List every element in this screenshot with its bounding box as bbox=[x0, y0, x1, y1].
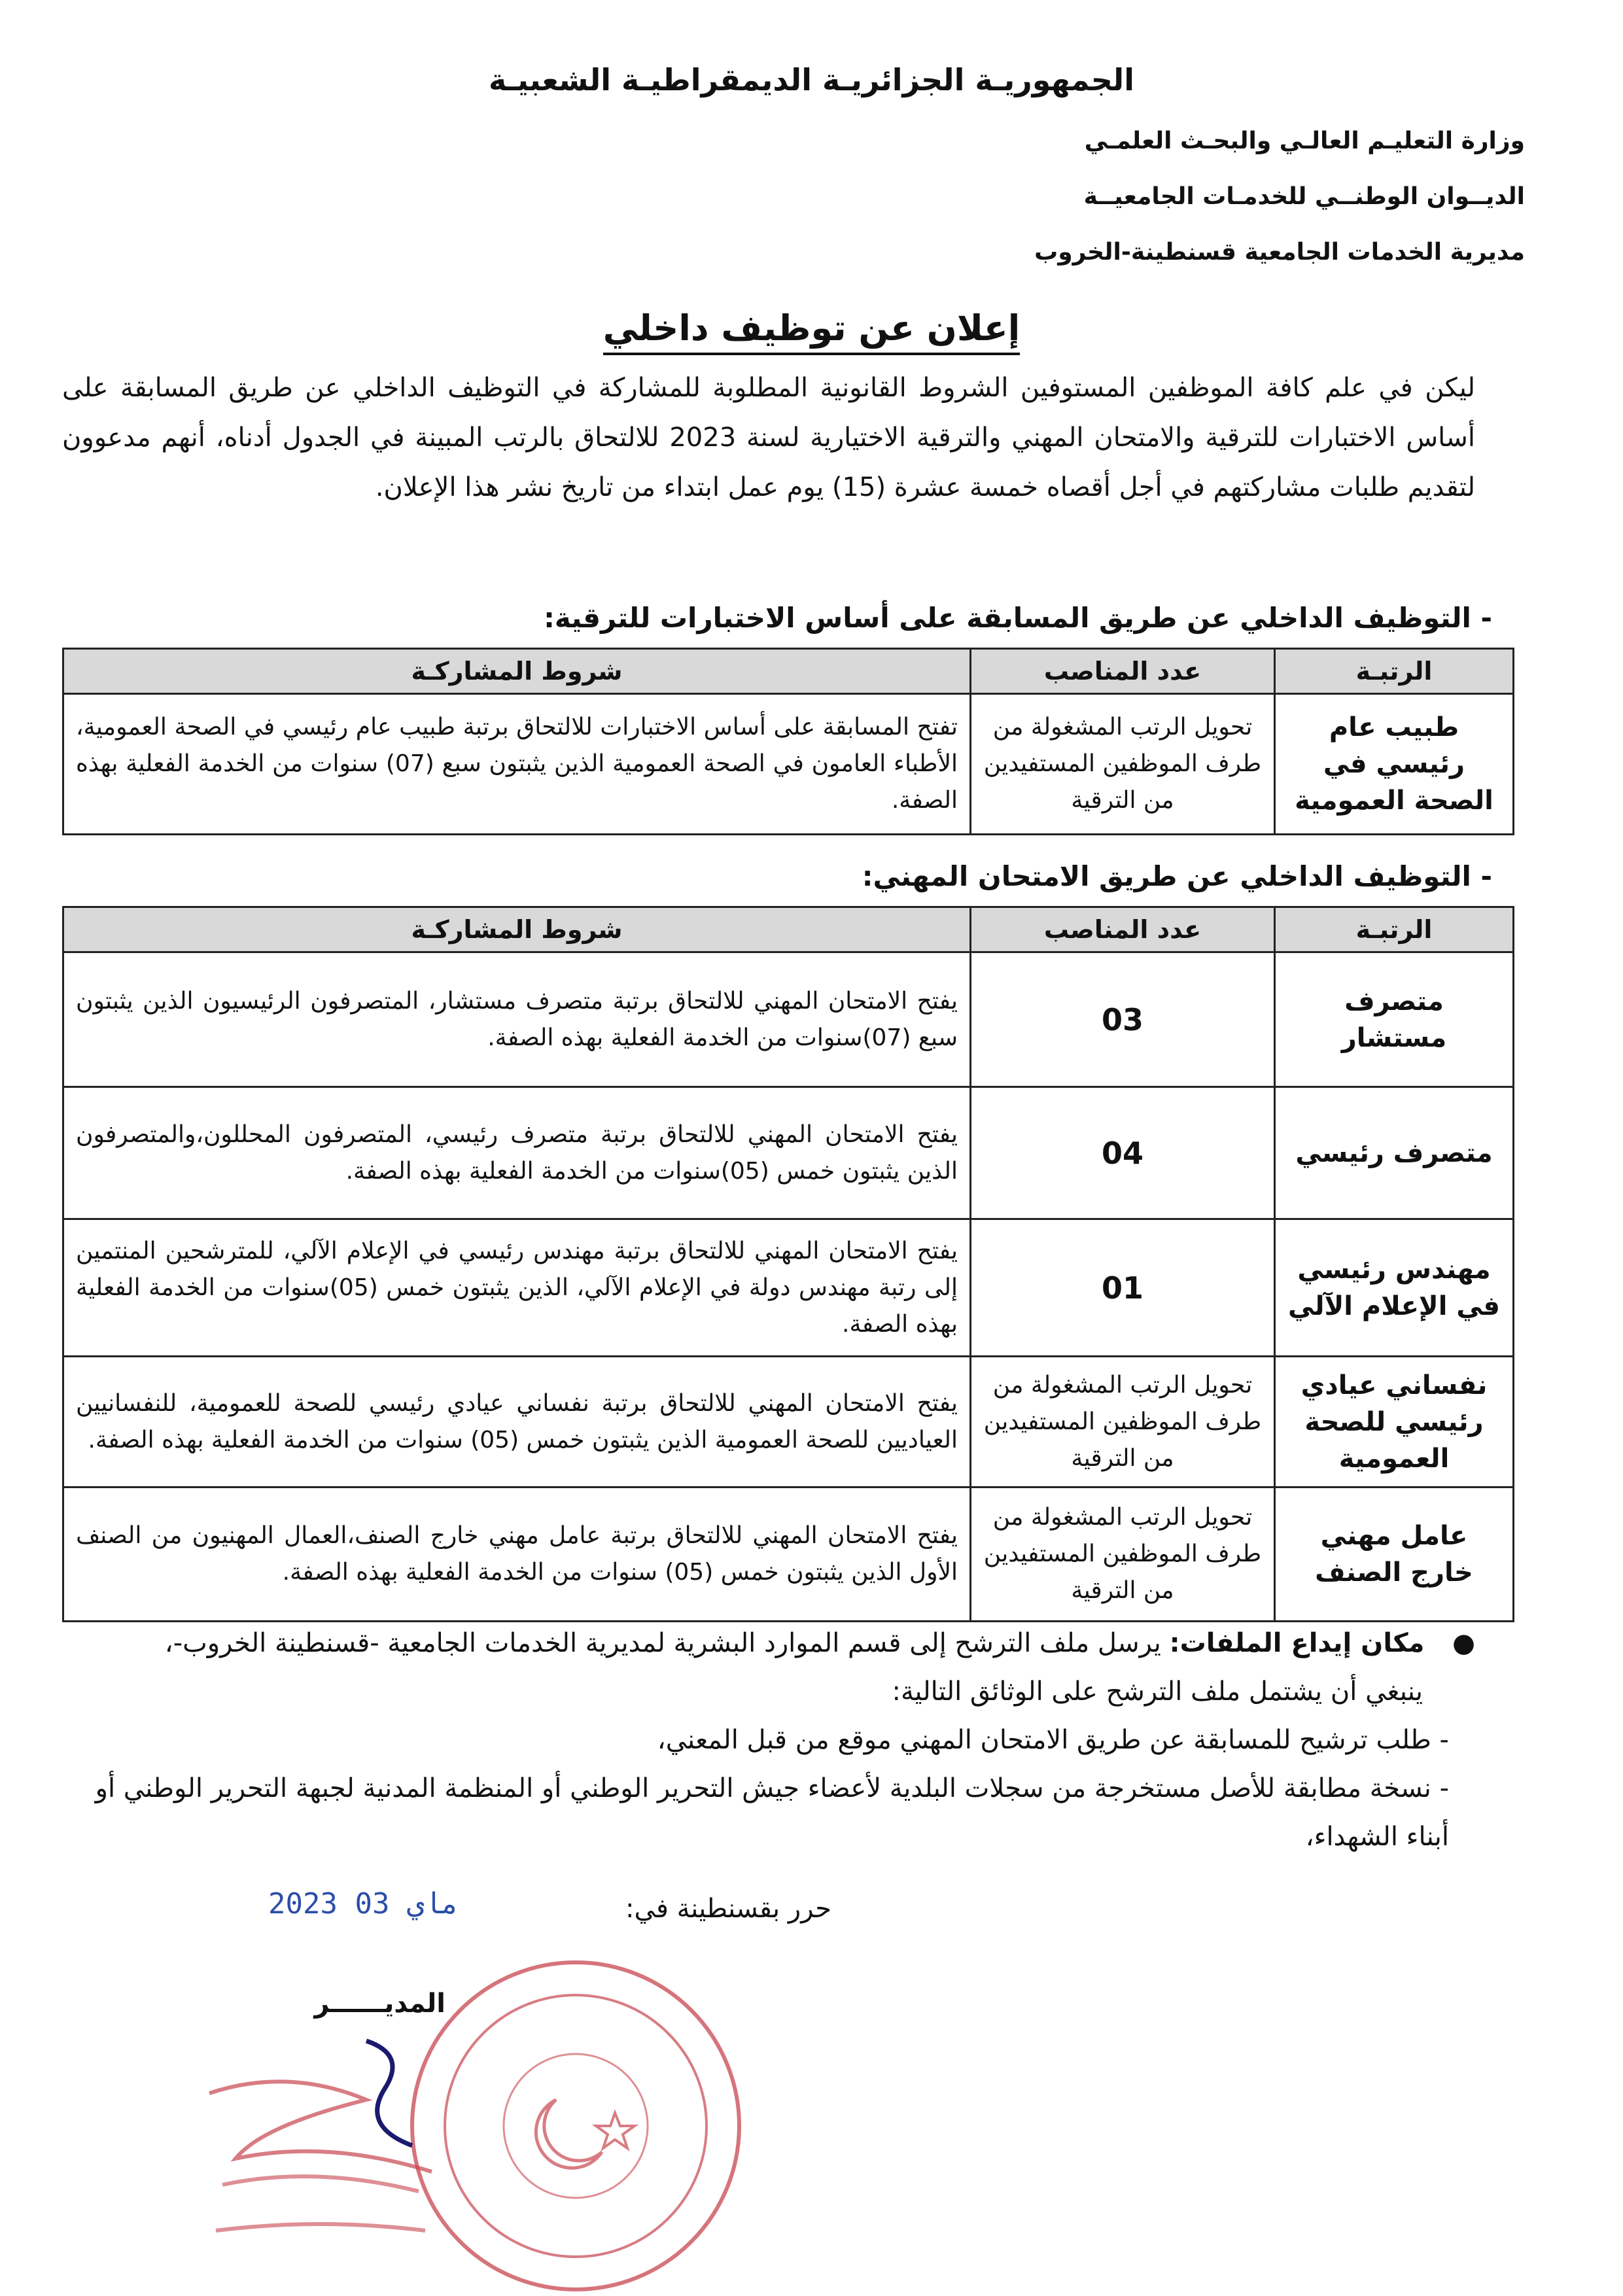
deposit-section bbox=[62, 1619, 1475, 1861]
rank-cell: عامل مهني خارج الصنف bbox=[1275, 1487, 1514, 1622]
posts-cell: تحويل الرتب المشغولة من طرف الموظفين المستفيدين من الترقية bbox=[971, 694, 1275, 835]
republic-heading: الجمهوريـة الجزائريـة الديمقراطيـة الشعبيـة bbox=[489, 62, 1134, 97]
deposit-bullet bbox=[62, 1619, 1475, 1667]
deposit-text: يرسل ملف الترشح إلى قسم الموارد البشرية لمديرية الخدمات الجامعية -قسنطينة الخروب-، bbox=[164, 1628, 1161, 1658]
date-stamp: 2023 ماي 03 bbox=[268, 1887, 459, 1921]
directorate-line: مديرية الخدمات الجامعية قسنطينة-الخروب bbox=[1034, 239, 1525, 266]
section1-heading: - التوظيف الداخلي عن طريق المسابقة على أساس الاختبارات للترقية: bbox=[544, 602, 1492, 634]
table-header-row bbox=[63, 649, 1514, 694]
director-signature-icon bbox=[170, 2015, 497, 2276]
bullet-icon: ● bbox=[1452, 1628, 1475, 1658]
col-rank: الرتبـة bbox=[1275, 907, 1514, 952]
col-posts: عدد المناصب bbox=[971, 649, 1275, 694]
posts-cell: تحويل الرتب المشغولة من طرف الموظفين المستفيدين من الترقية bbox=[971, 1357, 1275, 1487]
col-conditions: شروط المشاركـة bbox=[63, 907, 971, 952]
table-row bbox=[63, 1219, 1514, 1357]
ministry-line: وزارة التعليـم العالـي والبحـث العلمـي bbox=[1084, 128, 1525, 154]
signed-at-label: حرر بقسنطينة في: bbox=[625, 1894, 831, 1924]
rank-cell: نفساني عيادي رئيسي للصحة العمومية bbox=[1275, 1357, 1514, 1487]
conditions-cell: يفتح الامتحان المهني للالتحاق برتبة عامل مهني خارج الصنف،العمال المهنيون من الصنف الأول الذين يثبتون خمس (05) سنوات من الخدمة الفعلية بهذه الصفة. bbox=[63, 1487, 971, 1622]
posts-cell: 04 bbox=[971, 1087, 1275, 1219]
doc-item-1: - طلب ترشيح للمسابقة عن طريق الامتحان المهني موقع من قبل المعني، bbox=[657, 1725, 1449, 1755]
section2-heading: - التوظيف الداخلي عن طريق الامتحان المهني: bbox=[862, 860, 1492, 892]
intro-paragraph: ليكن في علم كافة الموظفين المستوفين الشروط القانونية المطلوبة للمشاركة في التوظيف الداخلي عن طريق المسابقة على أساس الاختبارات للترقية والامتحان المهني والترقية الاختيارية لسنة 2023 للالتحاق بالرتب المبينة في الجدول أدناه، أنهم مدعوون لتقديم طلبات مشاركتهم في أجل أقصاه خمسة عشرة (15) يوم عمل ابتداء من تاريخ نشر هذا الإعلان. bbox=[62, 373, 1475, 502]
announcement-title-text: إعلان عن توظيف داخلي bbox=[603, 307, 1021, 355]
col-rank: الرتبـة bbox=[1275, 649, 1514, 694]
table-row bbox=[63, 1087, 1514, 1219]
table-header-row bbox=[63, 907, 1514, 952]
director-label: المديــــــر bbox=[314, 1989, 445, 2019]
posts-cell: تحويل الرتب المشغولة من طرف الموظفين المستفيدين من الترقية bbox=[971, 1487, 1275, 1622]
conditions-cell: يفتح الامتحان المهني للالتحاق برتبة مهندس رئيسي في الإعلام الآلي، للمترشحين المنتمين إلى رتبة مهندس دولة في الإعلام الآلي، الذين يثبتون خمس (05)سنوات من الخدمة الفعلية بهذه الصفة. bbox=[63, 1219, 971, 1357]
rank-cell: متصرف مستشار bbox=[1275, 952, 1514, 1087]
conditions-cell: يفتح الامتحان المهني للالتحاق برتبة متصرف رئيسي، المتصرفون المحللون،والمتصرفون الذين يثبتون خمس (05)سنوات من الخدمة الفعلية بهذه الصفة. bbox=[63, 1087, 971, 1219]
posts-cell: 03 bbox=[971, 952, 1275, 1087]
table-row bbox=[63, 694, 1514, 835]
section2-table bbox=[62, 906, 1514, 1622]
doc-item-2: - نسخة مطابقة للأصل مستخرجة من سجلات البلدية لأعضاء جيش التحرير الوطني أو المنظمة المدنية لجبهة التحرير الوطني أو أبناء الشهداء، bbox=[95, 1773, 1449, 1852]
deposit-label: مكان إيداع الملفات: bbox=[1169, 1628, 1425, 1658]
posts-cell: 01 bbox=[971, 1219, 1275, 1357]
table-row bbox=[63, 1487, 1514, 1622]
section1-table bbox=[62, 648, 1514, 835]
office-line: الديــوان الوطنــي للخدمـات الجامعيــة bbox=[1083, 183, 1525, 210]
announcement-title bbox=[0, 307, 1623, 349]
rank-cell: طبيب عام رئيسي في الصحة العمومية bbox=[1275, 694, 1514, 835]
conditions-cell: تفتح المسابقة على أساس الاختبارات للالتحاق برتبة طبيب عام رئيسي في الصحة العمومية، الأطباء العامون في الصحة العمومية الذين يثبتون سبع (07) سنوات من الخدمة الفعلية بهذه الصفة. bbox=[63, 694, 971, 835]
rank-cell: مهندس رئيسي في الإعلام الآلي bbox=[1275, 1219, 1514, 1357]
col-conditions: شروط المشاركـة bbox=[63, 649, 971, 694]
table-row bbox=[63, 952, 1514, 1087]
docs-intro: ينبغي أن يشتمل ملف الترشح على الوثائق التالية: bbox=[892, 1677, 1423, 1707]
col-posts: عدد المناصب bbox=[971, 907, 1275, 952]
conditions-cell: يفتح الامتحان المهني للالتحاق برتبة متصرف مستشار، المتصرفون الرئيسيون الذين يثبتون سبع (07)سنوات من الخدمة الفعلية بهذه الصفة. bbox=[63, 952, 971, 1087]
rank-cell: متصرف رئيسي bbox=[1275, 1087, 1514, 1219]
conditions-cell: يفتح الامتحان المهني للالتحاق برتبة نفساني عيادي رئيسي للصحة للعمومية، للنفسانيين العياديين للصحة العمومية الذين يثبتون خمس (05) سنوات من الخدمة الفعلية بهذه الصفة. bbox=[63, 1357, 971, 1487]
table-row bbox=[63, 1357, 1514, 1487]
